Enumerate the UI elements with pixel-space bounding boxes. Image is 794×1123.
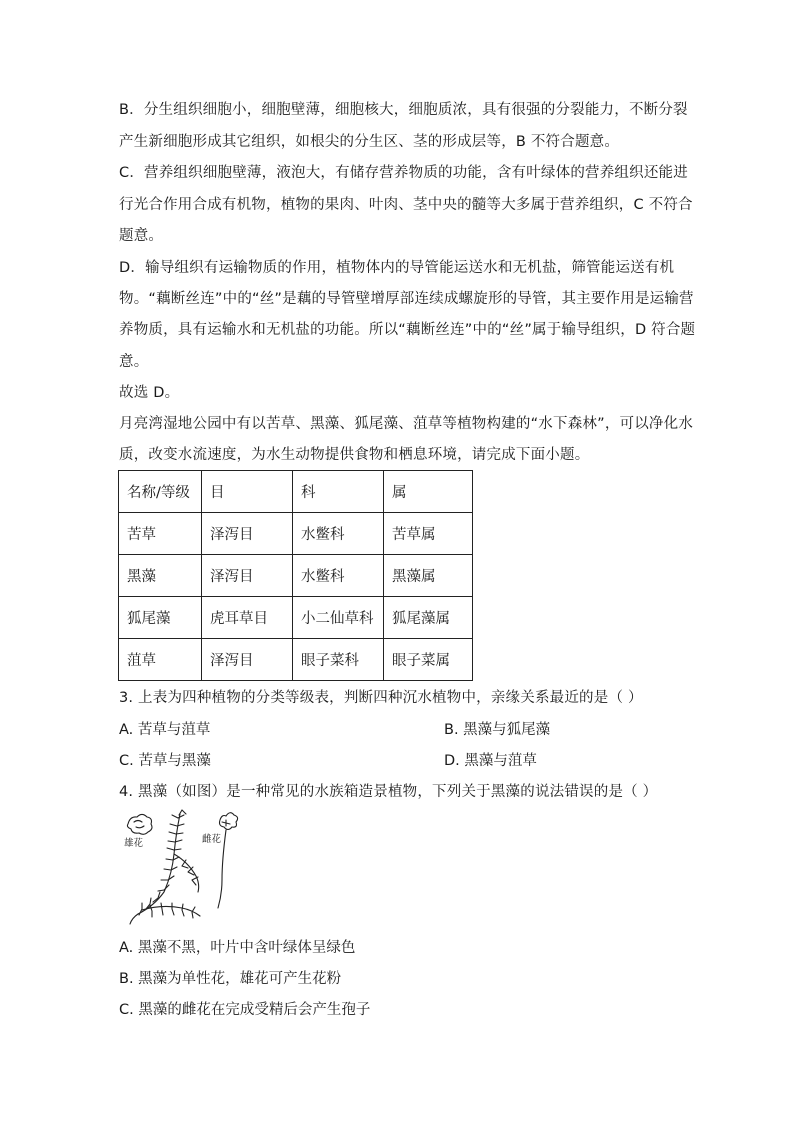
option-c-line-2: 行光合作用合成有机物，植物的果肉、叶肉、茎中央的髓等大多属于营养组织，C 不符合	[119, 197, 693, 213]
option-c-line-1: C．营养组织细胞壁薄，液泡大，有储存营养物质的功能，含有叶绿体的营养组织还能进	[119, 165, 688, 181]
question-4-option-a: A. 黑藻不黑，叶片中含叶绿体呈绿色	[119, 940, 356, 956]
option-d-line-1: D．输导组织有运输物质的作用，植物体内的导管能运送水和无机盐，筛管能运送有机	[119, 260, 675, 276]
table-header-cell: 属	[384, 471, 473, 513]
table-row	[119, 513, 473, 555]
table-cell: 眼子菜属	[384, 639, 473, 681]
question-4-option-b: B. 黑藻为单性花，雄花可产生花粉	[119, 971, 342, 987]
table-header-cell: 目	[202, 471, 293, 513]
table-cell: 泽泻目	[202, 555, 293, 597]
question-3-option-c: C. 苦草与黑藻	[119, 753, 211, 769]
question-4-stem: 4. 黑藻（如图）是一种常见的水族箱造景植物，下列关于黑藻的说法错误的是（ ）	[119, 784, 658, 800]
table-cell: 狐尾藻	[119, 597, 202, 639]
table-row	[119, 639, 473, 681]
question-3-option-d: D. 黑藻与菹草	[444, 753, 537, 769]
table-cell: 小二仙草科	[293, 597, 384, 639]
hydrilla-figure	[122, 808, 240, 930]
figure-label-female: 雌花	[202, 834, 222, 845]
table-cell: 狐尾藻属	[384, 597, 473, 639]
table-header-cell: 科	[293, 471, 384, 513]
answer-line: 故选 D。	[119, 385, 180, 401]
intro-line-1: 月亮湾湿地公园中有以苦草、黑藻、狐尾藻、菹草等植物构建的“水下森林”，可以净化水	[119, 416, 694, 432]
table-cell: 苦草属	[384, 513, 473, 555]
question-3-option-b: B. 黑藻与狐尾藻	[444, 722, 551, 738]
option-d-line-2: 物。“藕断丝连”中的“丝”是藕的导管壁增厚部连续成螺旋形的导管，其主要作用是运输营	[119, 291, 694, 307]
option-b-line-2: 产生新细胞形成其它组织，如根尖的分生区、茎的形成层等，B 不符合题意。	[119, 134, 620, 150]
question-3-option-a: A. 苦草与菹草	[119, 722, 211, 738]
table-cell: 泽泻目	[202, 639, 293, 681]
figure-label-male: 雄花	[124, 838, 144, 849]
table-cell: 苦草	[119, 513, 202, 555]
table-cell: 水鳖科	[293, 513, 384, 555]
option-b-line-1: B．分生组织细胞小，细胞壁薄，细胞核大，细胞质浓，具有很强的分裂能力，不断分裂	[119, 102, 688, 118]
table-cell: 菹草	[119, 639, 202, 681]
hydrilla-drawing	[122, 808, 240, 930]
table-header-row	[119, 471, 473, 513]
table-cell: 虎耳草目	[202, 597, 293, 639]
classification-table	[118, 470, 473, 681]
question-3-stem: 3. 上表为四种植物的分类等级表，判断四种沉水植物中，亲缘关系最近的是（ ）	[119, 690, 643, 706]
question-4-option-c: C. 黑藻的雌花在完成受精后会产生孢子	[119, 1002, 371, 1018]
table-cell: 水鳖科	[293, 555, 384, 597]
table-header-cell: 名称/等级	[119, 471, 202, 513]
table-cell: 黑藻	[119, 555, 202, 597]
table-cell: 眼子菜科	[293, 639, 384, 681]
table-row	[119, 555, 473, 597]
table-row	[119, 597, 473, 639]
table-cell: 黑藻属	[384, 555, 473, 597]
option-d-line-4: 意。	[119, 354, 149, 370]
intro-line-2: 质，改变水流速度，为水生动物提供食物和栖息环境，请完成下面小题。	[119, 447, 590, 463]
option-d-line-3: 养物质，具有运输水和无机盐的功能。所以“藕断丝连”中的“丝”属于输导组织，D 符合题	[119, 322, 696, 338]
table-cell: 泽泻目	[202, 513, 293, 555]
option-c-line-3: 题意。	[119, 228, 164, 244]
